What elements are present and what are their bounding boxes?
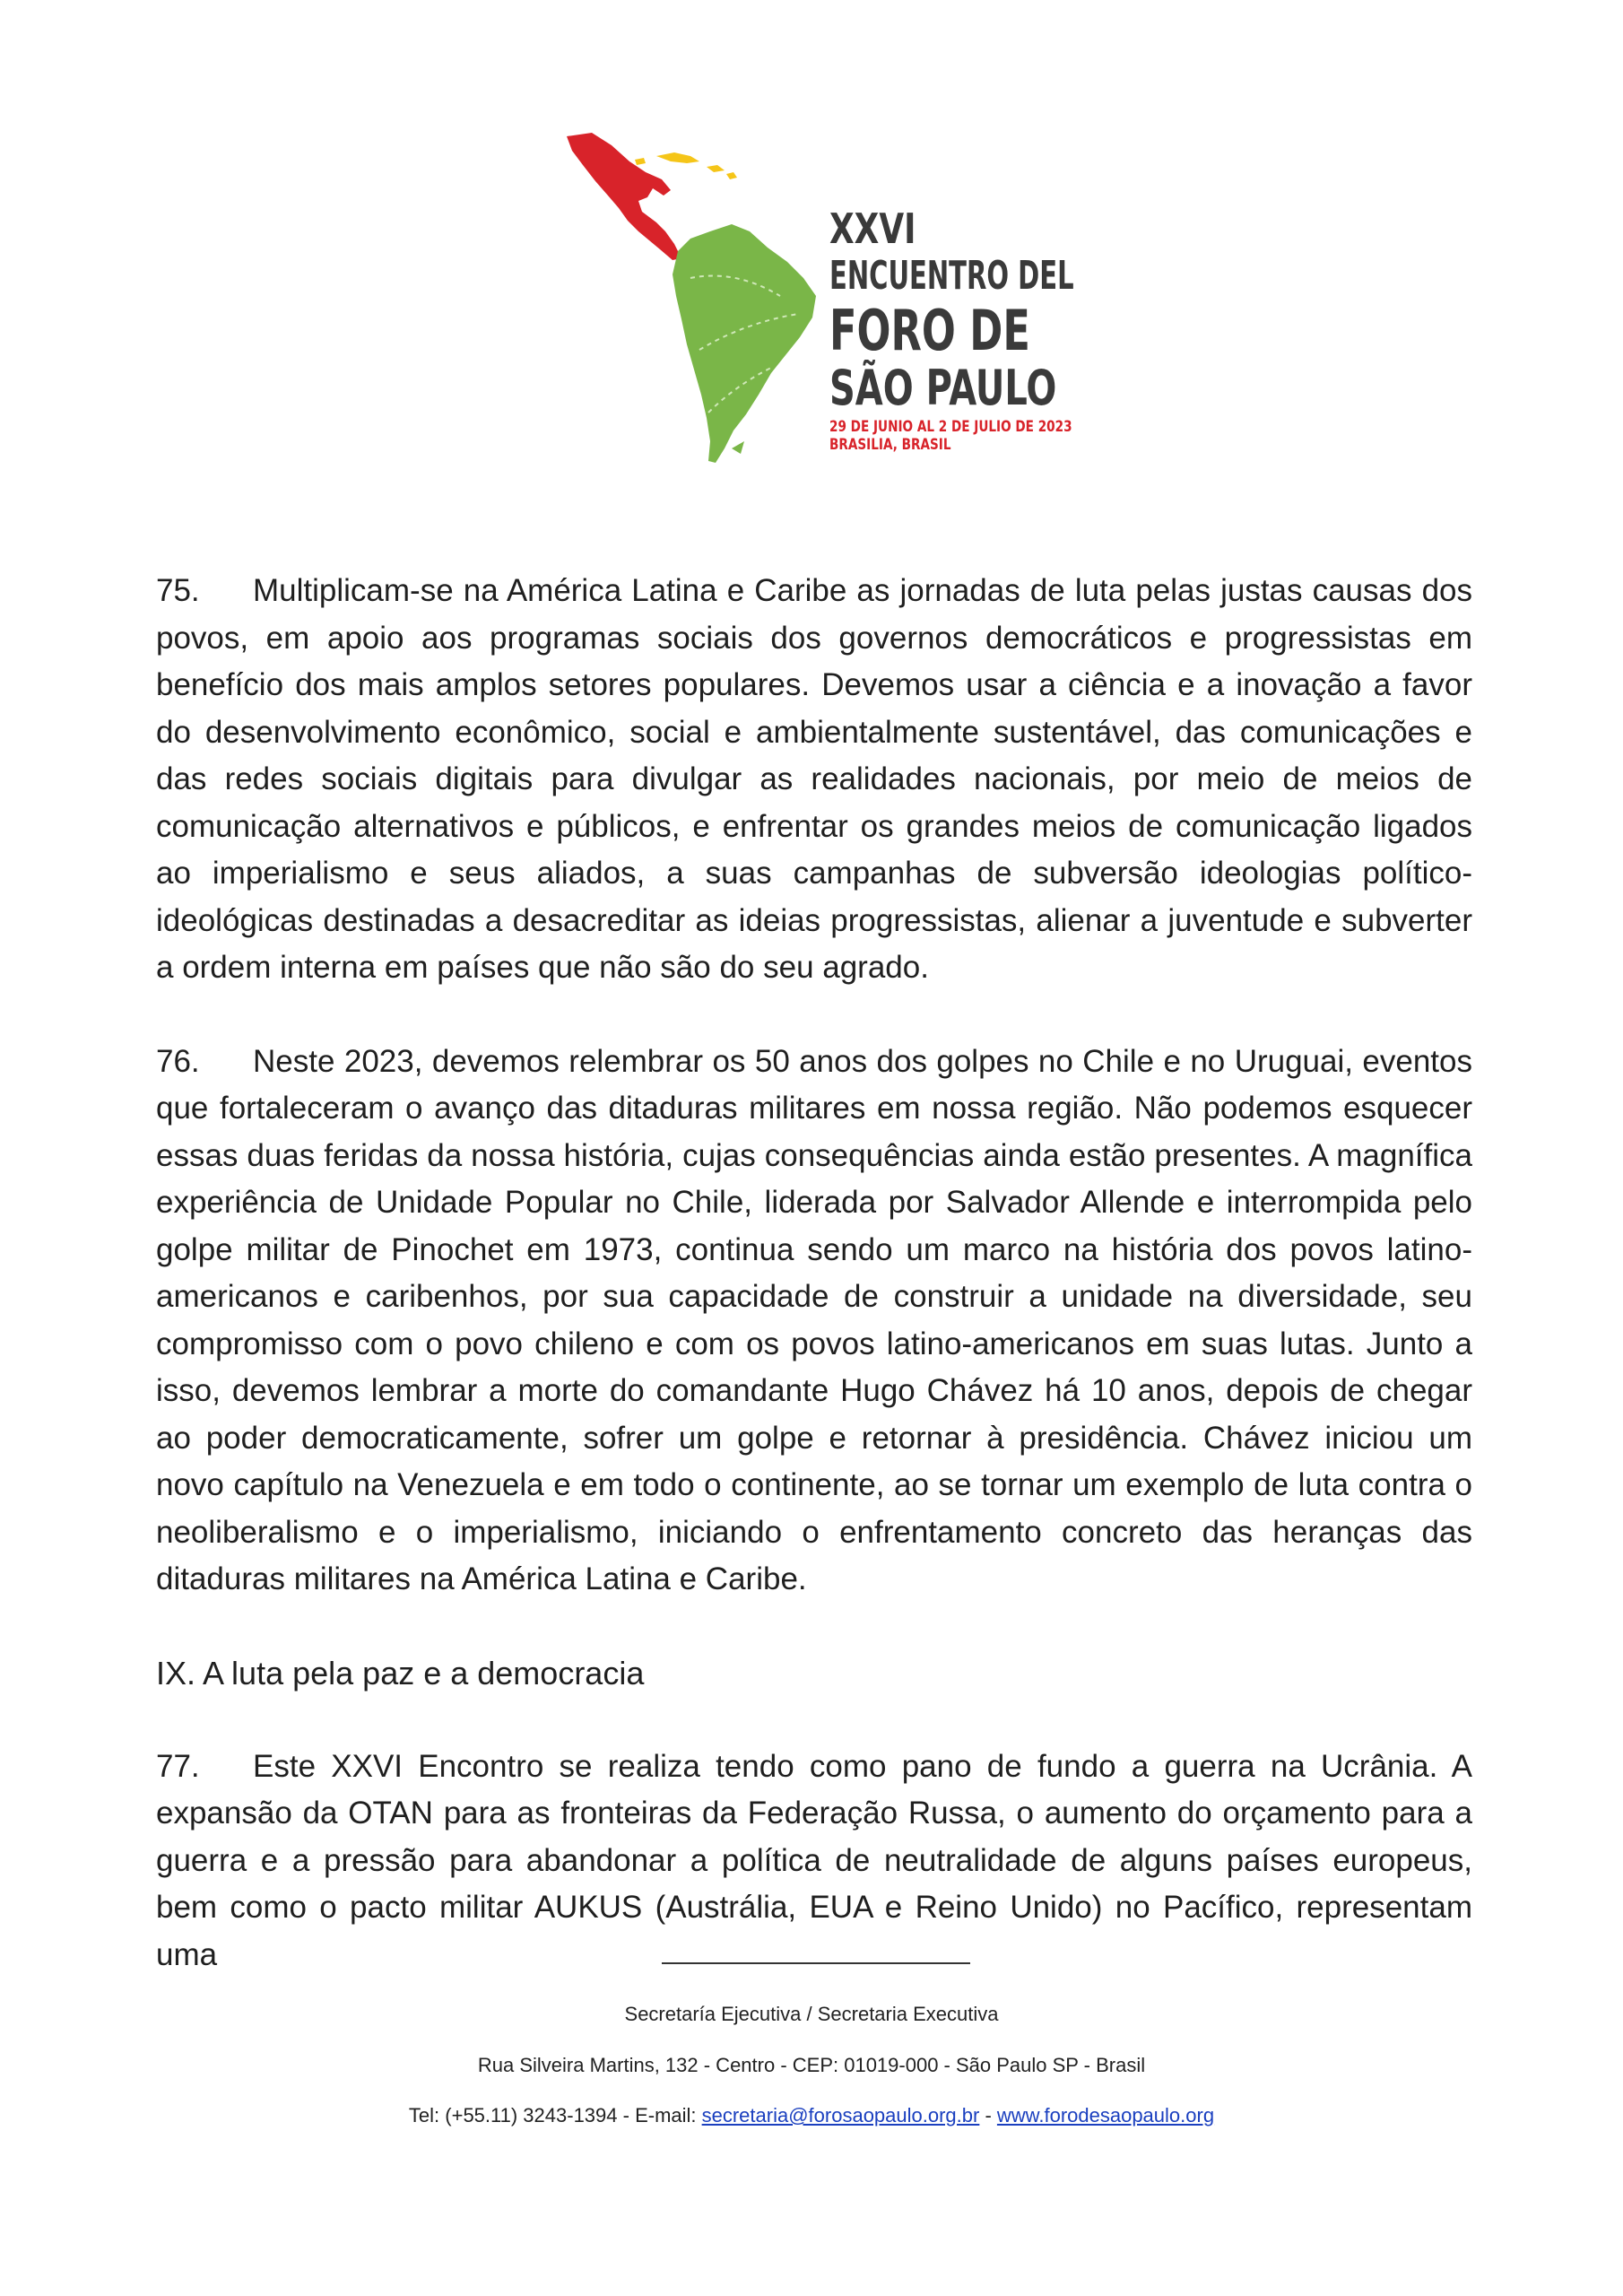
paragraph-text: Neste 2023, devemos relembrar os 50 anos dos golpes no Chile e no Uruguai, eventos que fortaleceram o avanço das ditaduras militares em nossa região. Não podemos esquecer essas duas feridas da nossa história, cujas consequências ainda estão presentes. A magnífica experiência de Unidade Popular no Chile, liderada por Salvador Allende e interrompida pelo golpe militar de Pinochet em 1973, continua sendo um marco na história dos povos latino-americanos e caribenhos, por sua capacidade de construir a unidade na diversidade, seu compromisso com o povo chileno e com os povos latino-americanos em suas lutas. Junto a isso, devemos lembrar a morte do comandante Hugo Chávez há 10 anos, depois de chegar ao poder democraticamente, sofrer um golpe e retornar à presidência. Chávez iniciou um novo capítulo na Venezuela e em todo o continente, ao se tornar um exemplo de luta contra o neoliberalismo e o imperialismo, iniciando o enfrentamento concreto das heranças das ditaduras militares na América Latina e Caribe. (156, 1043, 1472, 1596)
logo-place: BRASILIA, BRASIL (829, 436, 951, 454)
paragraph-text: Multiplicam-se na América Latina e Caribe as jornadas de luta pelas justas causas dos povos, em apoio aos programas sociais dos governos democráticos e progressistas em benefício dos mais amplos setores populares. Devemos usar a ciência e a inovação a favor do desenvolvimento econômico, social e ambientalmente sustentável, das comunicações e das redes sociais digitais para divulgar as realidades nacionais, por meio de meios de comunicação alternativos e públicos, e enfrentar os grandes meios de comunicação ligados ao imperialismo e seus aliados, a suas campanhas de subversão ideologias político-ideológicas destinadas a desacreditar as ideias progressistas, alienar a juventude e subverter a ordem interna em países que não são do seu agrado. (156, 573, 1472, 985)
logo-text (829, 204, 1074, 454)
email-link[interactable]: secretaria@forosaopaulo.org.br (701, 2104, 980, 2126)
footer-contact (0, 2104, 1623, 2127)
footer-divider (662, 1962, 970, 1964)
logo-dates: 29 DE JUNIO AL 2 DE JULIO DE 2023 (829, 418, 1072, 436)
paragraph-number: 75. (156, 573, 200, 608)
footer-separator: - (979, 2104, 997, 2126)
paragraph-number: 77. (156, 1748, 200, 1784)
logo-sao-paulo: SÃO PAULO (829, 360, 1057, 416)
logo-edition: XXVI (829, 204, 916, 253)
section-heading: IX. A luta pela paz e a democracia (156, 1654, 645, 1692)
paragraph-76 (156, 1039, 1472, 1604)
paragraph-75 (156, 568, 1472, 992)
footer-address: Rua Silveira Martins, 132 - Centro - CEP: 01019-000 - São Paulo SP - Brasil (477, 2054, 1146, 2076)
paragraph-number: 76. (156, 1043, 200, 1079)
latin-america-map-icon (556, 126, 825, 484)
logo-foro-de: FORO DE (829, 298, 1030, 363)
event-logo (556, 126, 1074, 484)
paragraph-77 (156, 1744, 1472, 1979)
website-link[interactable]: www.forodesaopaulo.org (996, 2104, 1215, 2126)
logo-encuentro: ENCUENTRO DEL (829, 253, 1074, 299)
footer-secretariat: Secretaría Ejecutiva / Secretaria Executiva (624, 2003, 999, 2025)
document-body (156, 568, 1472, 2025)
footer-tel: Tel: (+55.11) 3243-1394 - E-mail: (408, 2104, 702, 2126)
paragraph-text: Este XXVI Encontro se realiza tendo como pano de fundo a guerra na Ucrânia. A expansão da OTAN para as fronteiras da Federação Russa, o aumento do orçamento para a guerra e a pressão para abandonar a política de neutralidade de alguns países europeus, bem como o pacto militar AUKUS (Austrália, EUA e Reino Unido) no Pacífico, representam uma (156, 1748, 1472, 1972)
